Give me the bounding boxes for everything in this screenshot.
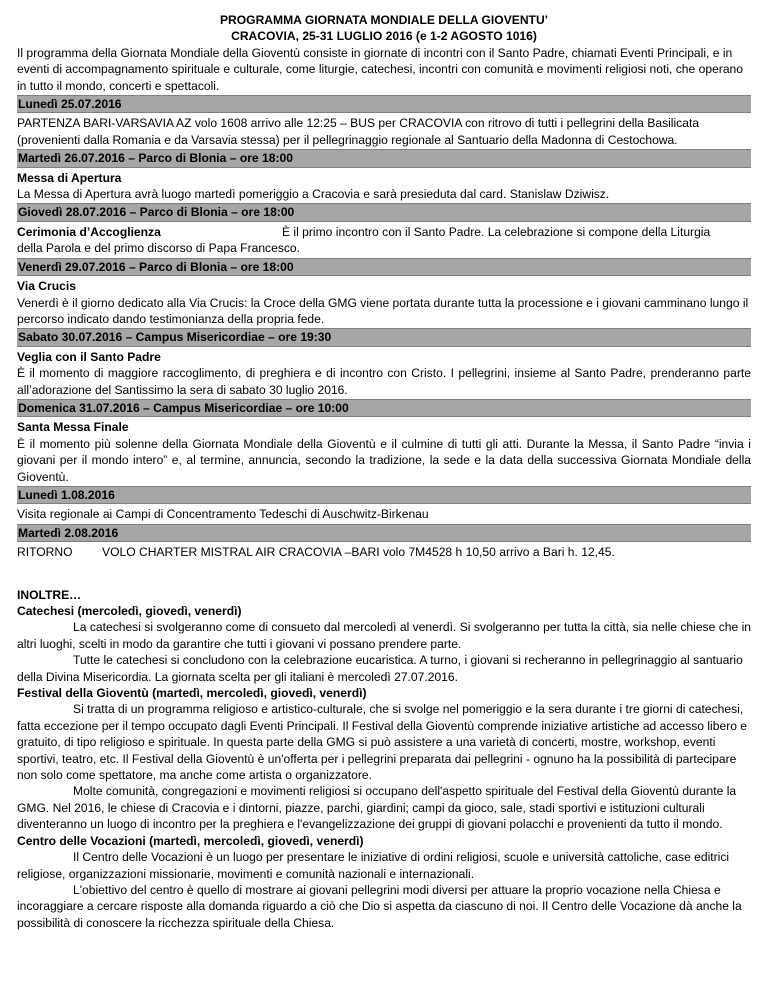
day-text: La Messa di Apertura avrà luogo martedì pomeriggio a Cracovia e sarà presieduta dal card. Stanislaw Dziwisz. [17, 187, 610, 202]
day-text: È il momento più solenne della Giornata Mondiale della Gioventù e il culmine di tutti gli atti. Durante la Messa, il Santo Padre “invia i giovani per il mondo intero” e, al termine, annuncia, secondo la tradizione, la sede e la data della successiva Giornata Mondiale della Gioventù. [17, 436, 751, 484]
return-text: VOLO CHARTER MISTRAL AIR CRACOVIA –BARI volo 7M4528 h 10,50 arrivo a Bari h. 12,45. [102, 545, 615, 560]
event-name: Santa Messa Finale [17, 420, 129, 435]
return-line [17, 544, 751, 560]
event-name: Messa di Apertura [17, 170, 122, 185]
return-label: RITORNO [17, 545, 73, 560]
day-heading: Domenica 31.07.2016 – Campus Misericordiae – ore 10:00 [17, 399, 751, 417]
day-heading: Lunedì 1.08.2016 [17, 486, 751, 504]
intro-paragraph: Il programma della Giornata Mondiale della Gioventù consiste in giornate di incontri con il Santo Padre, chiamati Eventi Principali, e in eventi di accompagnamento spirituale e culturale, come liturgie, catechesi, incontri con comunità e movimenti religiosi noti, che operano in tutto il mondo, concerti e spettacoli. [17, 45, 744, 93]
paragraph: Molte comunità, congregazioni e movimenti religiosi si occupano dell'aspetto spirituale del Festival della Gioventù durante la GMG. Nel 2016, le chiese di Cracovia e i dintorni, piazze, parchi, giardini; campi da gioco, sale, stadi sportivi e istituzioni culturali diventeranno un luogo di incontro per la preghiera e l'evangelizzazione dei gruppi di giovani polacchi e provenienti da tutto il mondo. [17, 784, 737, 832]
day-text: PARTENZA BARI-VARSAVIA AZ volo 1608 arrivo alle 12:25 – BUS per CRACOVIA con ritrovo di tutti i pellegrini della Basilicata (provenienti dalla Romania e da Varsavia stessa) per il pellegrinaggio regionale al Santuario della Madonna di Cestochowa. [17, 116, 700, 147]
day-text: È il primo incontro con il Santo Padre. La celebrazione si compone della Liturgia [282, 224, 711, 239]
day-heading: Lunedì 25.07.2016 [17, 95, 751, 113]
paragraph: Si tratta di un programma religioso e artistico-culturale, che si svolge nel pomeriggio e la sera durante i tre giorni di catechesi, fatta eccezione per il tempo occupato dagli Eventi Principali. Il Festival della Gioventù comprende iniziative artistiche ad accesso libero e gratuito, di tipo religioso e spirituale. In questa parte della GMG si può assistere a una varietà di concerti, mostre, workshop, eventi sportivi, teatro, etc. Il Festival della Gioventù è un'offerta per i pellegrini preparata dai pellegrini - ognuno ha la possibilità di partecipare non solo come spettatore, ma anche come artista o organizzatore. [17, 702, 748, 783]
spacer [17, 561, 751, 587]
day-text: della Parola e del primo discorso di Papa Francesco. [17, 241, 301, 256]
document-title: PROGRAMMA GIORNATA MONDIALE DELLA GIOVENTU’ [219, 13, 549, 27]
section-heading: INOLTRE… [17, 587, 82, 602]
subsection-title: Catechesi (mercoledì, giovedì, venerdì) [17, 604, 242, 618]
day-heading: Martedì 2.08.2016 [17, 524, 751, 542]
event-line [17, 224, 751, 240]
day-heading: Sabato 30.07.2016 – Campus Misericordiae – ore 19:30 [17, 328, 751, 346]
document-page [17, 0, 751, 931]
day-text: Venerdì è il giorno dedicato alla Via Crucis: la Croce della GMG viene portata durante tutta la processione e i giovani camminano lungo il percorso indicato dando testimonianza della propria fede. [17, 295, 749, 326]
subsection-title: Festival della Gioventù (martedì, mercoledì, giovedì, venerdì) [17, 686, 367, 701]
paragraph: Il Centro delle Vocazioni è un luogo per presentare le iniziative di ordini religiosi, scuole e università cattoliche, case editrici religiose, organizzazioni missionarie, movimenti e comunità nazionali e internazionali. [17, 850, 730, 881]
day-text: Visita regionale ai Campi di Concentramento Tedeschi di Auschwitz-Birkenau [17, 507, 429, 522]
paragraph: La catechesi si svolgeranno come di consueto dal mercoledì al venerdì. Si svolgeranno per tutta la città, sia nelle chiese che in altri luoghi, scelti in modo da garantire che tutti i giovani vi possano prendere parte. [17, 620, 751, 651]
event-name: Via Crucis [17, 279, 76, 294]
document-subtitle: CRACOVIA, 25-31 LUGLIO 2016 (e 1-2 AGOSTO 1016) [231, 29, 537, 44]
day-heading: Giovedì 28.07.2016 – Parco di Blonia – ore 18:00 [17, 203, 751, 221]
day-heading: Martedì 26.07.2016 – Parco di Blonia – ore 18:00 [17, 149, 751, 167]
event-name: Veglia con il Santo Padre [17, 349, 161, 364]
day-text: È il momento di maggiore raccoglimento, di preghiera e di incontro con Cristo. I pellegrini, insieme al Santo Padre, prenderanno parte all’adorazione del Santissimo la sera di sabato 30 luglio 2016. [17, 366, 751, 397]
paragraph: L'obiettivo del centro è quello di mostrare ai giovani pellegrini modi diversi per attuare la proprio vocazione nella Chiesa e incoraggiare a cercare risposte alla domanda riguardo a ciò che Dio si aspetta da ciascuno di noi. Il Centro delle Vocazione dà anche la possibilità di conoscere la ricchezza spirituale della Chiesa. [17, 882, 742, 930]
day-heading: Venerdì 29.07.2016 – Parco di Blonia – ore 18:00 [17, 258, 751, 276]
paragraph: Tutte le catechesi si concludono con la celebrazione eucaristica. A turno, i giovani si recheranno in pellegrinaggio al santuario della Divina Misericordia. La giornata scelta per gli italiani è mercoledì 27.07.2016. [17, 653, 743, 684]
subsection-title: Centro delle Vocazioni (martedì, mercoledì, giovedì, venerdì) [17, 833, 364, 848]
event-name: Cerimonia d’Accoglienza [17, 224, 161, 239]
